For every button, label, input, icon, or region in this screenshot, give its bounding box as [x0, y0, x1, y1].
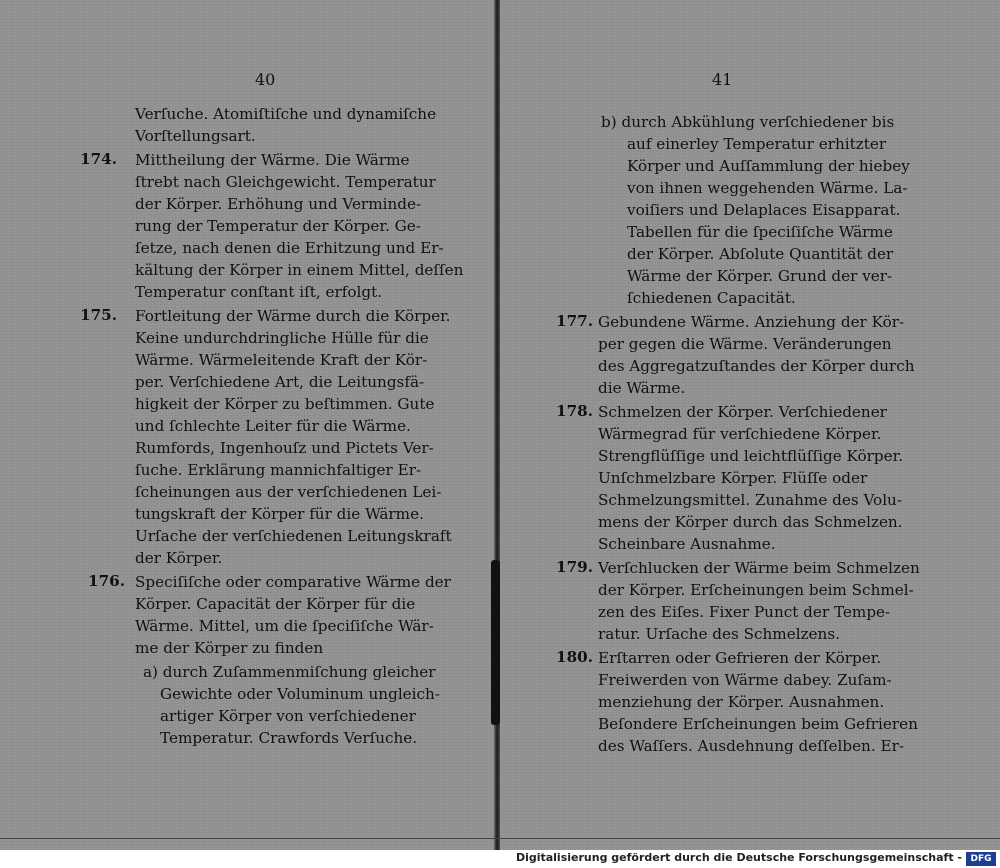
- text-line: ſtrebt nach Gleichgewicht. Temperatur: [135, 173, 436, 191]
- section-number: 180.: [556, 648, 593, 666]
- text-line: der Körper. Abſolute Quantität der: [627, 245, 894, 263]
- text-line: Unſchmelzbare Körper. Flüſſe oder: [598, 469, 868, 487]
- text-line: Scheinbare Ausnahme.: [598, 535, 776, 553]
- section-number: 179.: [556, 558, 593, 576]
- text-line: ſuche. Erklärung mannichfaltiger Er-: [135, 461, 422, 479]
- dfg-logo: DFG: [966, 852, 996, 866]
- text-line: Wärme. Wärmeleitende Kraft der Kör-: [135, 351, 428, 369]
- text-line: menziehung der Körper. Ausnahmen.: [598, 693, 885, 711]
- section-number: 177.: [556, 312, 593, 330]
- footer-bar: [0, 850, 1000, 868]
- text-line: Temperatur. Crawfords Verſuche.: [160, 729, 418, 747]
- section-number: 176.: [88, 572, 125, 590]
- text-line: rung der Temperatur der Körper. Ge-: [135, 217, 421, 235]
- text-line: Wärme der Körper. Grund der ver-: [627, 267, 893, 285]
- text-line: der Körper.: [135, 549, 223, 567]
- text-line: der Körper. Erſcheinungen beim Schmel-: [598, 581, 914, 599]
- left-page: [0, 0, 494, 850]
- text-line: zen des Eiſes. Fixer Punct der Tempe-: [598, 603, 891, 621]
- text-line: der Körper. Erhöhung und Verminde-: [135, 195, 422, 213]
- text-line: per. Verſchiedene Art, die Leitungsfä-: [135, 373, 425, 391]
- text-line: Mittheilung der Wärme. Die Wärme: [135, 151, 410, 169]
- text-line: Freiwerden von Wärme dabey. Zuſam-: [598, 671, 892, 689]
- text-line: Wärme. Mittel, um die ſpeciſiſche Wär-: [135, 617, 434, 635]
- section-number: 178.: [556, 402, 593, 420]
- text-line: Rumfords, Ingenhouſz und Pictets Ver-: [135, 439, 434, 457]
- text-line: Schmelzungsmittel. Zunahme des Volu-: [598, 491, 902, 509]
- right-page: [500, 0, 1000, 850]
- text-line: artiger Körper von verſchiedener: [160, 707, 416, 725]
- text-line: me der Körper zu finden: [135, 639, 324, 657]
- text-line: auf einerley Temperatur erhitzter: [627, 135, 887, 153]
- section-number: 174.: [80, 150, 117, 168]
- text-line: mens der Körper durch das Schmelzen.: [598, 513, 903, 531]
- text-line: ſchiedenen Capacität.: [627, 289, 796, 307]
- text-line: Wärmegrad für verſchiedene Körper.: [598, 425, 882, 443]
- scan-edge: [0, 838, 1000, 839]
- text-line: die Wärme.: [598, 379, 686, 397]
- text-line: Fortleitung der Wärme durch die Körper.: [135, 307, 451, 325]
- text-line: Körper. Capacität der Körper für die: [135, 595, 416, 613]
- footer-credit: Digitalisierung gefördert durch die Deutsche Forschungsgemeinschaft -: [515, 851, 962, 864]
- text-line: b) durch Abkühlung verſchiedener bis: [601, 113, 895, 131]
- text-line: Verſchlucken der Wärme beim Schmelzen: [598, 559, 920, 577]
- text-line: von ihnen weggehenden Wärme. La-: [627, 179, 908, 197]
- text-line: des Aggregatzuſtandes der Körper durch: [598, 357, 915, 375]
- text-line: ratur. Urſache des Schmelzens.: [598, 625, 840, 643]
- section-number: 175.: [80, 306, 117, 324]
- page-number: 40: [255, 70, 276, 89]
- text-line: Schmelzen der Körper. Verſchiedener: [598, 403, 887, 421]
- text-line: higkeit der Körper zu beſtimmen. Gute: [135, 395, 435, 413]
- text-line: per gegen die Wärme. Veränderungen: [598, 335, 892, 353]
- text-line: kältung der Körper in einem Mittel, deſſen: [135, 261, 464, 279]
- text-line: Temperatur conſtant iſt, erfolgt.: [135, 283, 383, 301]
- text-line: Tabellen für die ſpeciſiſche Wärme: [627, 223, 893, 241]
- text-line: tungskraft der Körper für die Wärme.: [135, 505, 424, 523]
- text-line: Verſuche. Atomiſtiſche und dynamiſche: [135, 105, 437, 123]
- text-line: Urſache der verſchiedenen Leitungskraft: [135, 527, 452, 545]
- text-line: voiſiers und Delaplaces Eisapparat.: [627, 201, 901, 219]
- text-line: ſcheinungen aus der verſchiedenen Lei-: [135, 483, 442, 501]
- text-line: Beſondere Erſcheinungen beim Gefrieren: [598, 715, 918, 733]
- text-line: des Waſſers. Ausdehnung deſſelben. Er-: [598, 737, 904, 755]
- text-line: Vorſtellungsart.: [135, 127, 256, 145]
- text-line: Körper und Auſſammlung der hiebey: [627, 157, 910, 175]
- text-line: Erſtarren oder Gefrieren der Körper.: [598, 649, 882, 667]
- text-line: Gebundene Wärme. Anziehung der Kör-: [598, 313, 905, 331]
- text-line: Strengflüſſige und leichtflüſſige Körper.: [598, 447, 904, 465]
- text-line: Keine undurchdringliche Hülle für die: [135, 329, 429, 347]
- text-line: ſetze, nach denen die Erhitzung und Er-: [135, 239, 444, 257]
- page-number: 41: [712, 70, 733, 89]
- text-line: Gewichte oder Voluminum ungleich-: [160, 685, 440, 703]
- text-line: Speciſiſche oder comparative Wärme der: [135, 573, 451, 591]
- text-line: a) durch Zuſammenmiſchung gleicher: [143, 663, 436, 681]
- text-line: und ſchlechte Leiter für die Wärme.: [135, 417, 411, 435]
